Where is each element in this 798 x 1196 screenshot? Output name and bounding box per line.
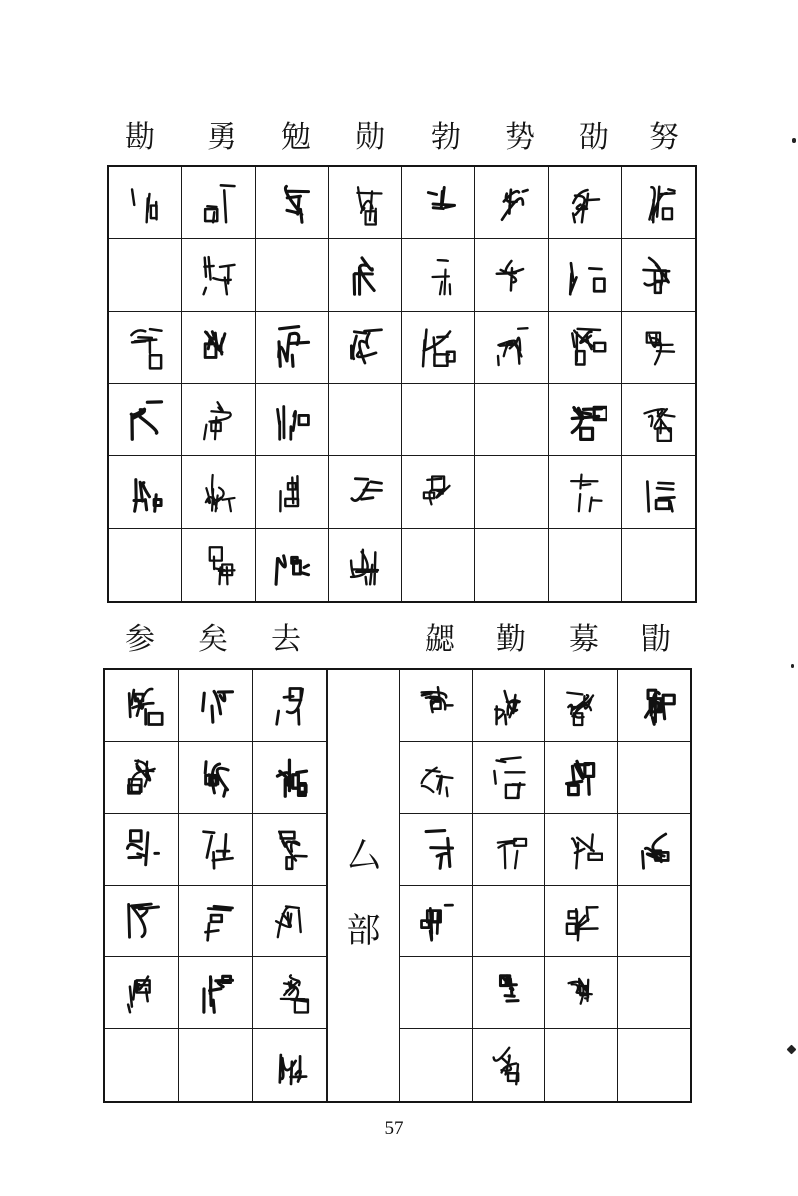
seal-script-glyph xyxy=(563,468,607,516)
seal-script-glyph xyxy=(414,897,458,945)
empty-cell xyxy=(256,239,329,311)
glyph-cell xyxy=(182,167,255,239)
glyph-cell xyxy=(253,957,327,1029)
entry-header: 努 xyxy=(649,120,679,155)
scan-speck xyxy=(791,664,794,668)
seal-script-glyph xyxy=(559,753,603,801)
seal-script-glyph xyxy=(636,179,680,227)
seal-script-glyph xyxy=(486,969,530,1017)
empty-cell xyxy=(400,957,473,1029)
empty-cell xyxy=(179,1029,253,1101)
seal-script-glyph xyxy=(120,681,164,729)
seal-script-glyph xyxy=(636,396,680,444)
glyph-cell xyxy=(622,456,695,528)
glyph-cell xyxy=(475,239,548,311)
glyph-cell xyxy=(179,957,253,1029)
seal-script-glyph xyxy=(268,897,312,945)
seal-script-glyph xyxy=(414,681,458,729)
empty-cell xyxy=(109,529,182,601)
seal-script-glyph xyxy=(343,541,387,589)
glyph-cell xyxy=(109,167,182,239)
seal-script-glyph xyxy=(268,753,312,801)
radical-label: 厶 xyxy=(346,836,381,876)
seal-script-glyph xyxy=(268,825,312,873)
seal-script-glyph xyxy=(636,323,680,371)
seal-script-glyph xyxy=(343,251,387,299)
scan-speck xyxy=(787,1045,797,1055)
glyph-cell xyxy=(253,814,327,886)
glyph-cell xyxy=(622,384,695,456)
glyph-cell xyxy=(622,312,695,384)
glyph-cell xyxy=(473,957,546,1029)
seal-script-glyph xyxy=(486,825,530,873)
seal-script-glyph xyxy=(563,251,607,299)
seal-script-glyph xyxy=(196,179,240,227)
glyph-cell xyxy=(179,742,253,814)
glyph-cell xyxy=(400,670,473,742)
empty-cell xyxy=(622,529,695,601)
seal-script-glyph xyxy=(559,897,603,945)
glyph-cell xyxy=(545,957,618,1029)
glyph-cell xyxy=(545,670,618,742)
seal-script-glyph xyxy=(416,323,460,371)
entry-header: 势 xyxy=(505,120,535,155)
glyph-cell xyxy=(549,456,622,528)
seal-script-glyph xyxy=(120,825,164,873)
glyph-cell xyxy=(400,742,473,814)
entry-header: 募 xyxy=(569,622,599,657)
bottom-glyph-table xyxy=(103,668,692,1103)
seal-script-glyph xyxy=(268,681,312,729)
seal-script-glyph xyxy=(632,681,676,729)
glyph-cell xyxy=(329,312,402,384)
seal-script-glyph xyxy=(414,753,458,801)
glyph-cell xyxy=(105,670,179,742)
glyph-cell xyxy=(105,957,179,1029)
seal-script-glyph xyxy=(120,753,164,801)
seal-script-glyph xyxy=(270,468,314,516)
seal-script-glyph xyxy=(343,323,387,371)
glyph-cell xyxy=(545,742,618,814)
glyph-cell xyxy=(545,814,618,886)
empty-cell xyxy=(473,886,546,958)
empty-cell xyxy=(402,384,475,456)
glyph-cell xyxy=(182,312,255,384)
glyph-cell xyxy=(182,384,255,456)
glyph-cell xyxy=(475,312,548,384)
glyph-cell xyxy=(329,167,402,239)
entry-header: 勇 xyxy=(207,120,237,155)
empty-cell xyxy=(109,239,182,311)
glyph-cell xyxy=(400,814,473,886)
seal-script-glyph xyxy=(194,753,238,801)
seal-script-glyph xyxy=(196,323,240,371)
glyph-cell xyxy=(618,814,691,886)
glyph-cell xyxy=(329,239,402,311)
seal-script-glyph xyxy=(196,251,240,299)
entry-header: 勋 xyxy=(355,120,385,155)
empty-cell xyxy=(618,1029,691,1101)
glyph-cell xyxy=(253,742,327,814)
glyph-cell xyxy=(473,814,546,886)
glyph-cell xyxy=(400,886,473,958)
page-number: 57 xyxy=(384,1118,404,1139)
seal-script-glyph xyxy=(120,969,164,1017)
seal-script-glyph xyxy=(559,681,603,729)
glyph-cell xyxy=(109,312,182,384)
glyph-cell xyxy=(179,670,253,742)
seal-script-glyph xyxy=(486,1041,530,1089)
seal-script-glyph xyxy=(486,753,530,801)
glyph-cell xyxy=(475,167,548,239)
seal-script-glyph xyxy=(270,541,314,589)
entry-header: 劭 xyxy=(579,120,609,155)
glyph-cell xyxy=(105,886,179,958)
entry-header: 参 xyxy=(125,622,155,657)
glyph-cell xyxy=(109,456,182,528)
empty-cell xyxy=(475,384,548,456)
glyph-cell xyxy=(256,167,329,239)
seal-script-glyph xyxy=(559,825,603,873)
glyph-cell xyxy=(253,670,327,742)
seal-script-glyph xyxy=(489,179,533,227)
empty-cell xyxy=(400,1029,473,1101)
seal-script-glyph xyxy=(486,681,530,729)
glyph-cell xyxy=(549,167,622,239)
glyph-cell xyxy=(256,312,329,384)
glyph-cell xyxy=(182,239,255,311)
seal-script-glyph xyxy=(123,468,167,516)
top-glyph-table xyxy=(107,165,697,603)
seal-script-glyph xyxy=(489,251,533,299)
empty-cell xyxy=(475,529,548,601)
glyph-cell xyxy=(329,456,402,528)
seal-script-glyph xyxy=(123,323,167,371)
glyph-cell xyxy=(402,312,475,384)
empty-cell xyxy=(402,529,475,601)
seal-script-glyph xyxy=(194,897,238,945)
glyph-cell xyxy=(179,814,253,886)
glyph-cell xyxy=(618,670,691,742)
glyph-cell xyxy=(402,239,475,311)
seal-script-glyph xyxy=(270,396,314,444)
seal-script-glyph xyxy=(196,541,240,589)
seal-script-glyph xyxy=(123,396,167,444)
glyph-cell xyxy=(622,167,695,239)
glyph-cell xyxy=(256,384,329,456)
empty-cell xyxy=(618,742,691,814)
glyph-cell xyxy=(109,384,182,456)
glyph-cell xyxy=(402,456,475,528)
glyph-cell xyxy=(256,456,329,528)
entry-header: 勤 xyxy=(496,622,526,657)
seal-script-glyph xyxy=(120,897,164,945)
empty-cell xyxy=(105,1029,179,1101)
entry-header: 勉 xyxy=(281,120,311,155)
glyph-cell xyxy=(402,167,475,239)
glyph-cell xyxy=(329,529,402,601)
glyph-cell xyxy=(105,742,179,814)
seal-script-glyph xyxy=(268,969,312,1017)
seal-script-glyph xyxy=(563,323,607,371)
glyph-cell xyxy=(182,529,255,601)
radical-section-label: 部 xyxy=(346,911,381,951)
entry-header: 勖 xyxy=(641,622,671,657)
glyph-cell xyxy=(253,1029,327,1101)
glyph-cell xyxy=(179,886,253,958)
seal-script-glyph xyxy=(563,396,607,444)
seal-script-glyph xyxy=(343,468,387,516)
seal-script-glyph xyxy=(563,179,607,227)
seal-script-glyph xyxy=(196,396,240,444)
radical-column xyxy=(327,670,400,1101)
empty-cell xyxy=(618,957,691,1029)
seal-script-glyph xyxy=(123,179,167,227)
seal-script-glyph xyxy=(343,179,387,227)
glyph-cell xyxy=(182,456,255,528)
seal-script-glyph xyxy=(268,1041,312,1089)
seal-script-glyph xyxy=(416,179,460,227)
glyph-cell xyxy=(105,814,179,886)
seal-script-glyph xyxy=(194,681,238,729)
seal-script-glyph xyxy=(194,969,238,1017)
seal-script-glyph xyxy=(196,468,240,516)
empty-cell xyxy=(618,886,691,958)
seal-script-glyph xyxy=(270,323,314,371)
glyph-cell xyxy=(473,742,546,814)
seal-script-glyph xyxy=(270,179,314,227)
entry-header: 矣 xyxy=(198,622,228,657)
empty-cell xyxy=(329,384,402,456)
glyph-cell xyxy=(473,1029,546,1101)
empty-cell xyxy=(475,456,548,528)
glyph-cell xyxy=(256,529,329,601)
seal-script-glyph xyxy=(559,969,603,1017)
entry-header: 勰 xyxy=(425,622,455,657)
glyph-cell xyxy=(549,384,622,456)
glyph-cell xyxy=(545,886,618,958)
empty-cell xyxy=(545,1029,618,1101)
scan-speck xyxy=(792,138,796,143)
glyph-cell xyxy=(622,239,695,311)
seal-script-glyph xyxy=(632,825,676,873)
glyph-cell xyxy=(549,312,622,384)
entry-header: 去 xyxy=(271,622,301,657)
seal-script-glyph xyxy=(414,825,458,873)
seal-script-glyph xyxy=(416,468,460,516)
glyph-cell xyxy=(549,239,622,311)
seal-script-glyph xyxy=(489,323,533,371)
seal-script-glyph xyxy=(636,468,680,516)
glyph-cell xyxy=(253,886,327,958)
empty-cell xyxy=(549,529,622,601)
entry-header: 勃 xyxy=(431,120,461,155)
seal-script-glyph xyxy=(636,251,680,299)
seal-script-glyph xyxy=(416,251,460,299)
entry-header: 勘 xyxy=(125,120,155,155)
glyph-cell xyxy=(473,670,546,742)
seal-script-glyph xyxy=(194,825,238,873)
